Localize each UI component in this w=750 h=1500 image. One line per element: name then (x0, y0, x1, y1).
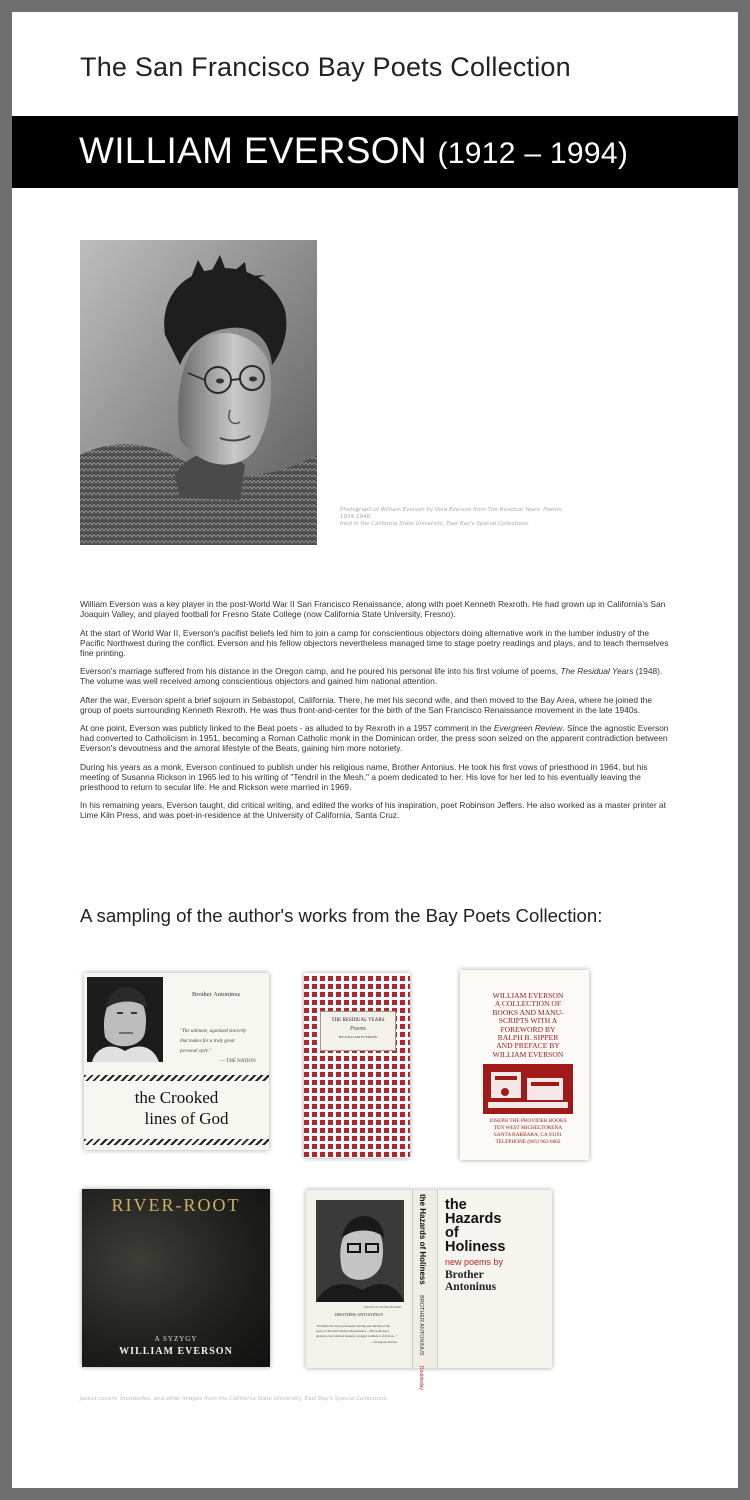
author-heading (79, 130, 628, 172)
cover-label (320, 1011, 396, 1051)
cover-author: Brother Antoninus (192, 991, 241, 998)
cover-line: FOREWORD BY (500, 1024, 556, 1034)
biography (80, 599, 670, 829)
book-cover-crooked-lines-of-god (84, 973, 269, 1150)
cover-heading (483, 992, 573, 1059)
author-portrait (80, 240, 317, 545)
cover-portrait-illustration (87, 977, 163, 1062)
cover-title-line: lines of God (144, 1109, 229, 1128)
cover-quote-line: personal style." (180, 1049, 212, 1054)
cover-line: WILLIAM EVERSON (492, 991, 564, 1000)
bio-paragraph: At the start of World War II, Everson's pacifist beliefs led him to join a camp for conscientious objectors doing alternative work in the lumber industry of the Pacific Northwest during the conflict. Everson and his fellow objectors nevertheless managed time to stage poetry readings and plays, and to teach themselves fine printing. (80, 627, 669, 658)
flap-blurb-line: gnarled, even tortured honesty, a rugged resilience of diction..." (316, 1334, 398, 1339)
bio-text: At one point, Everson was publicly linked to the Beat poets - as alluded to by Rexroth in a 1957 comment in the (80, 723, 494, 733)
cover-line: AND PREFACE BY (496, 1041, 560, 1051)
cover-author-line: Brother (445, 1269, 484, 1281)
cover-byline: BY WILLIAM EVERSON (338, 1035, 378, 1039)
cover-publisher (472, 1118, 584, 1146)
zigzag-border-top (84, 1075, 269, 1081)
author-name: WILLIAM EVERSON (79, 130, 427, 171)
bio-paragraph (80, 723, 670, 753)
book-cover-hazards-of-holiness (306, 1190, 552, 1390)
cover-illustration (483, 1064, 573, 1114)
collection-title: The San Francisco Bay Poets Collection (80, 52, 571, 82)
flap-author: BROTHER ANTONINUS (334, 1312, 384, 1317)
flap-blurb-line: "Probably the most profoundly moving and durable of the (316, 1324, 390, 1328)
book-cover-residual-years (304, 973, 410, 1158)
bio-text: (1948). The volume was well received among conscientious objectors and gained him national attention. (80, 666, 663, 686)
bio-paragraph: During his years as a monk, Everson continued to publish under his religious name, Brother Antonius. He took his first vows of priesthood in 1964, but his meeting of Susanna Rickson in 1965 led to his writing of "Tendril in the Mesh," a poem dedicated to her. His love for her led to his eventually leaving the priesthood to return to secular life. He and Rickson were married in 1969. (80, 761, 648, 792)
cover-title-line: Hazards (445, 1211, 502, 1227)
publisher-line: TEN WEST MICHELTORENA (493, 1125, 563, 1131)
cover-title-line: of (445, 1225, 459, 1241)
cover-line: RALPH B. SIPPER (497, 1033, 559, 1043)
cover-subtitle: A SYZYGY (154, 1335, 198, 1343)
flap-blurb-source: — Evergreen Review (370, 1339, 398, 1344)
cover-line: A COLLECTION OF (494, 999, 562, 1009)
zigzag-border-bottom (84, 1139, 269, 1145)
portrait-caption (340, 507, 580, 528)
cover-line: BOOKS AND MANU- (492, 1007, 564, 1017)
spine-text (415, 1194, 433, 1390)
book-title-residual-years: The Residual Years (560, 666, 634, 676)
bio-paragraph (80, 666, 670, 686)
cover-author: WILLIAM EVERSON (119, 1346, 233, 1357)
cover-title (445, 1198, 505, 1254)
front-cover (437, 1190, 552, 1368)
cover-subtitle: new poems by (445, 1257, 504, 1267)
portrait-caption-line-1: Photograph of William Everson by Vera Everson from The Residual Years: Poems, 1934-1948, (340, 507, 564, 520)
author-name-band (12, 116, 738, 188)
book-cover-river-root (82, 1189, 270, 1367)
spine-title: the Hazards of Holiness (418, 1194, 427, 1285)
cover-title-line: Holiness (445, 1239, 506, 1255)
cover-quote (180, 1027, 264, 1067)
flap-portrait-illustration (316, 1200, 404, 1302)
flap-photo-credit: PHOTO BY ROSE MANDEL (364, 1305, 403, 1309)
back-flap (306, 1190, 412, 1368)
portrait-illustration (80, 240, 317, 545)
book-cover-collection-catalog (460, 970, 589, 1160)
spine-author: BROTHER ANTONINUS (418, 1295, 424, 1356)
portrait-caption-line-2: held in the California State University, East Bay's Special Collections. (340, 521, 530, 527)
cover-line: SCRIPTS WITH A (498, 1016, 558, 1026)
cover-quote-source: — THE NATION (220, 1059, 256, 1064)
spine (412, 1190, 438, 1390)
works-heading: A sampling of the author's works from the Bay Poets Collection: (80, 905, 603, 926)
cover-line: WILLIAM EVERSON (492, 1049, 564, 1059)
cover-title-line: the Crooked (134, 1088, 219, 1107)
cover-author (445, 1269, 496, 1293)
flap-blurb (316, 1324, 408, 1345)
cover-subtitle: Poems (350, 1026, 366, 1032)
author-years: (1912 – 1994) (437, 137, 629, 170)
cover-title: RIVER-ROOT (111, 1195, 241, 1215)
exhibit-panel (12, 12, 738, 1488)
cover-title: THE RESIDUAL YEARS (331, 1018, 385, 1023)
publisher-line: TELEPHONE (805) 962-6862 (495, 1139, 561, 1145)
spine-publisher: Doubleday (418, 1366, 424, 1390)
bio-paragraph: After the war, Everson spent a brief sojourn in Sebastopol, California. There, he met his second wife, and then moved to the Bay Area, where he joined the group of poets surrounding Kenneth Rexroth. He was thus front-and-center for the birth of the San Francisco Renaissance movement in the late 1940s. (80, 694, 653, 715)
flap-photo (316, 1200, 404, 1302)
bio-paragraph: William Everson was a key player in the post-World War II San Francisco Renaissance, along with poet Kenneth Rexroth. He had grown up in California's San Joaquin Valley, and played football for Fresno State College (now California State University, Fresno). (80, 599, 666, 619)
bio-text: Everson's marriage suffered from his distance in the Oregon camp, and he poured his personal life into his first volume of poems, (80, 666, 561, 676)
publisher-line: JOSEPH THE PROVIDER BOOKS (489, 1118, 567, 1124)
bio-paragraph: In his remaining years, Everson taught, did critical writing, and edited the works of his inspiration, poet Robinson Jeffers. He also worked as a master printer at Lime Kiln Press, and was poet-in-residence at the University of California, Santa Cruz. (80, 800, 666, 820)
bio-text: . Since the agnostic Everson had converted to Catholicism in 1951, becoming a Roman Catholic monk in the Dominican order, the press soon seized on the apparent contradiction between Everson's devoutness and the amoral lifestyle of the Beats, gaining him more notoriety. (80, 723, 669, 753)
flap-blurb-line: poets of the San Francisco Renaissance ... His work has a (316, 1329, 390, 1334)
magazine-title-evergreen-review: Evergreen Review (493, 723, 563, 733)
printing-press-illustration (483, 1064, 573, 1114)
image-credits: Jacket covers, broadsides, and other images from the California State University, East Bay's Special Collections. (80, 1396, 389, 1402)
cover-title (84, 1087, 269, 1129)
cover-title-line: the (445, 1197, 467, 1213)
cover-author-line: Antoninus (445, 1281, 497, 1293)
cover-photo (87, 977, 163, 1062)
cover-quote-line: that makes for a truly great (180, 1039, 235, 1044)
cover-quote-line: "The ultimate, agonized sincerity (180, 1029, 247, 1034)
publisher-line: SANTA BARBARA, CA 93101 (493, 1132, 563, 1138)
